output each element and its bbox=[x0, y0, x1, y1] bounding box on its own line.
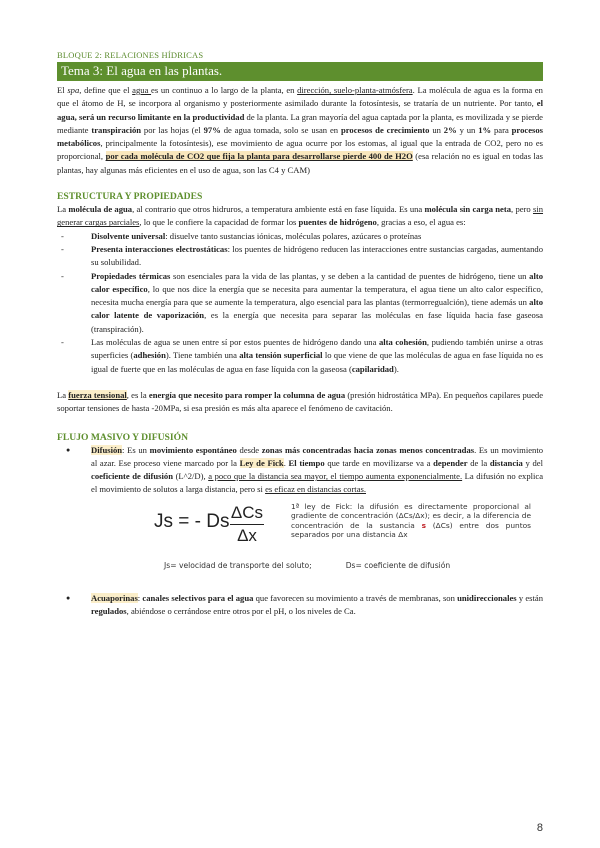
list-item-difusion: ● Difusión: Es un movimiento espontáneo desde zonas más concentradas hacia zonas menos concentradas. Es un movimiento al azar. Ese proceso viene marcado por la Ley de Fick. El tiempo que tarde en movilizarse va a depender de la distancia y del coeficiente de difusión (L^2/D), a poco que la distancia sea mayor, el tiempo aumenta exponencialmente. La difusión no explica el movimiento de solutos a larga distancia, pero si es eficaz en distancias cortas. bbox=[57, 444, 543, 497]
list-item-acuaporinas: ● Acuaporinas: canales selectivos para el agua que favorecen su movimiento a través de membranas, son unidireccionales y están regulados, abiéndose o cerrándose entre otros por el pH, o los niveles de Ca. bbox=[57, 592, 543, 619]
list-item: - Presenta interacciones electrostáticas: los puentes de hidrógeno reducen las interacciones entre sustancias cargadas, aumentando su solubilidad. bbox=[57, 243, 543, 270]
list-item: - Disolvente universal: disuelve tanto sustancias iónicas, moléculas polares, azúcares o proteínas bbox=[57, 230, 543, 243]
fraction-bar bbox=[230, 524, 264, 525]
formula-legend: Js= velocidad de transporte del soluto; Ds= coeficiente de difusión bbox=[164, 560, 451, 570]
tema-title: Tema 3: El agua en las plantas. bbox=[57, 62, 543, 81]
section-estructura-title: ESTRUCTURA Y PROPIEDADES bbox=[57, 191, 203, 203]
tension-paragraph: La fuerza tensional, es la energía que necesito para romper la columna de agua (presión hidrostática MPa). En pequeños capilares puede soportar tensiones de hasta -20MPa, si esa presión es más alta aparece el fenómeno de cavitación. bbox=[57, 389, 544, 414]
formula-fraction bbox=[230, 503, 264, 546]
page-number: 8 bbox=[536, 822, 543, 834]
fick-law-caption: 1ª ley de Fick: la difusión es directamente proporcional al gradiente de concentración (ΔCs/Δx); es decir, a la diferencia de concentración de la sustancia s (ΔCs) entre dos puntos separados por una distancia Δx bbox=[291, 501, 531, 539]
flujo-list bbox=[57, 444, 543, 497]
bloque-label: BLOQUE 2: RELACIONES HÍDRICAS bbox=[57, 50, 204, 60]
estructura-paragraph: La molécula de agua, al contrario que otros hidruros, a temperatura ambiente está en fase líquida. Es una molécula sin carga neta, pero sin generar cargas parciales, lo que le confiere la capacidad de formar los puentes de hidrógeno, gracias a eso, el agua es: bbox=[57, 204, 544, 228]
formula-denominator: Δx bbox=[237, 525, 257, 545]
section-flujo-title: FLUJO MASIVO Y DIFUSIÓN bbox=[57, 431, 189, 443]
fick-formula-figure bbox=[57, 503, 543, 573]
list-item: - Propiedades térmicas son esenciales para la vida de las plantas, y se deben a la cantidad de puentes de hidrógeno, tiene un alto calor específico, lo que nos dice la energía que se necesita para aumentar la temperatura, el agua tiene un alto calor específico, necesita mucha energía para que se aumente la temperatura, algo esencial para las plantas (termorregualción), tiene además un alto calor latente de vaporización, es la energía que necesita para separar las moléculas en fase líquida hacia fase gaseosa (transpiración). bbox=[57, 270, 543, 336]
formula-numerator: ΔCs bbox=[230, 502, 264, 522]
page bbox=[57, 50, 543, 618]
acuaporinas-list bbox=[57, 592, 543, 619]
intro-paragraph: El spa, define que el agua es un continuo a lo largo de la planta, en dirección, suelo-planta-atmósfera. La molécula de agua es la forma en que el átomo de H, se incorpora al organismo y posteriormente asimilado durante la fotosíntesis, se trataría de un nutriente. Por tanto, el agua, será un recurso limitante en la productividad de la planta. La gran mayoría del agua captada por la planta, es movilizada y se pierde mediante transpiración por las hojas (el 97% de agua tomada, solo se usan en procesos de crecimiento un 2% y un 1% para procesos metabólicos, principalmente la fotosíntesis), ese movimiento de agua ocurre por los estomas, al igual que la entrada de CO2, pero no es proporcional, por cada molécula de CO2 que fija la planta para desarrollarse pierde 400 de H2O (esa relación no es igual en todas las plantas, hay algunas más eficientes en el uso de agua, son las C4 y CAM) bbox=[57, 85, 544, 175]
propiedades-list bbox=[57, 230, 543, 376]
formula-lhs: Js = - Ds bbox=[154, 510, 230, 532]
list-item: - Las moléculas de agua se unen entre sí por estos puentes de hidrógeno dando una alta cohesión, pudiendo también unirse a otras superficies (adhesión). Tiene también una alta tensión superficial lo que viene de que las moléculas de agua en fase líquida no es igual de fuerte que en las moléculas de agua en fase líquida con la gaseosa (capilaridad). bbox=[57, 336, 543, 376]
